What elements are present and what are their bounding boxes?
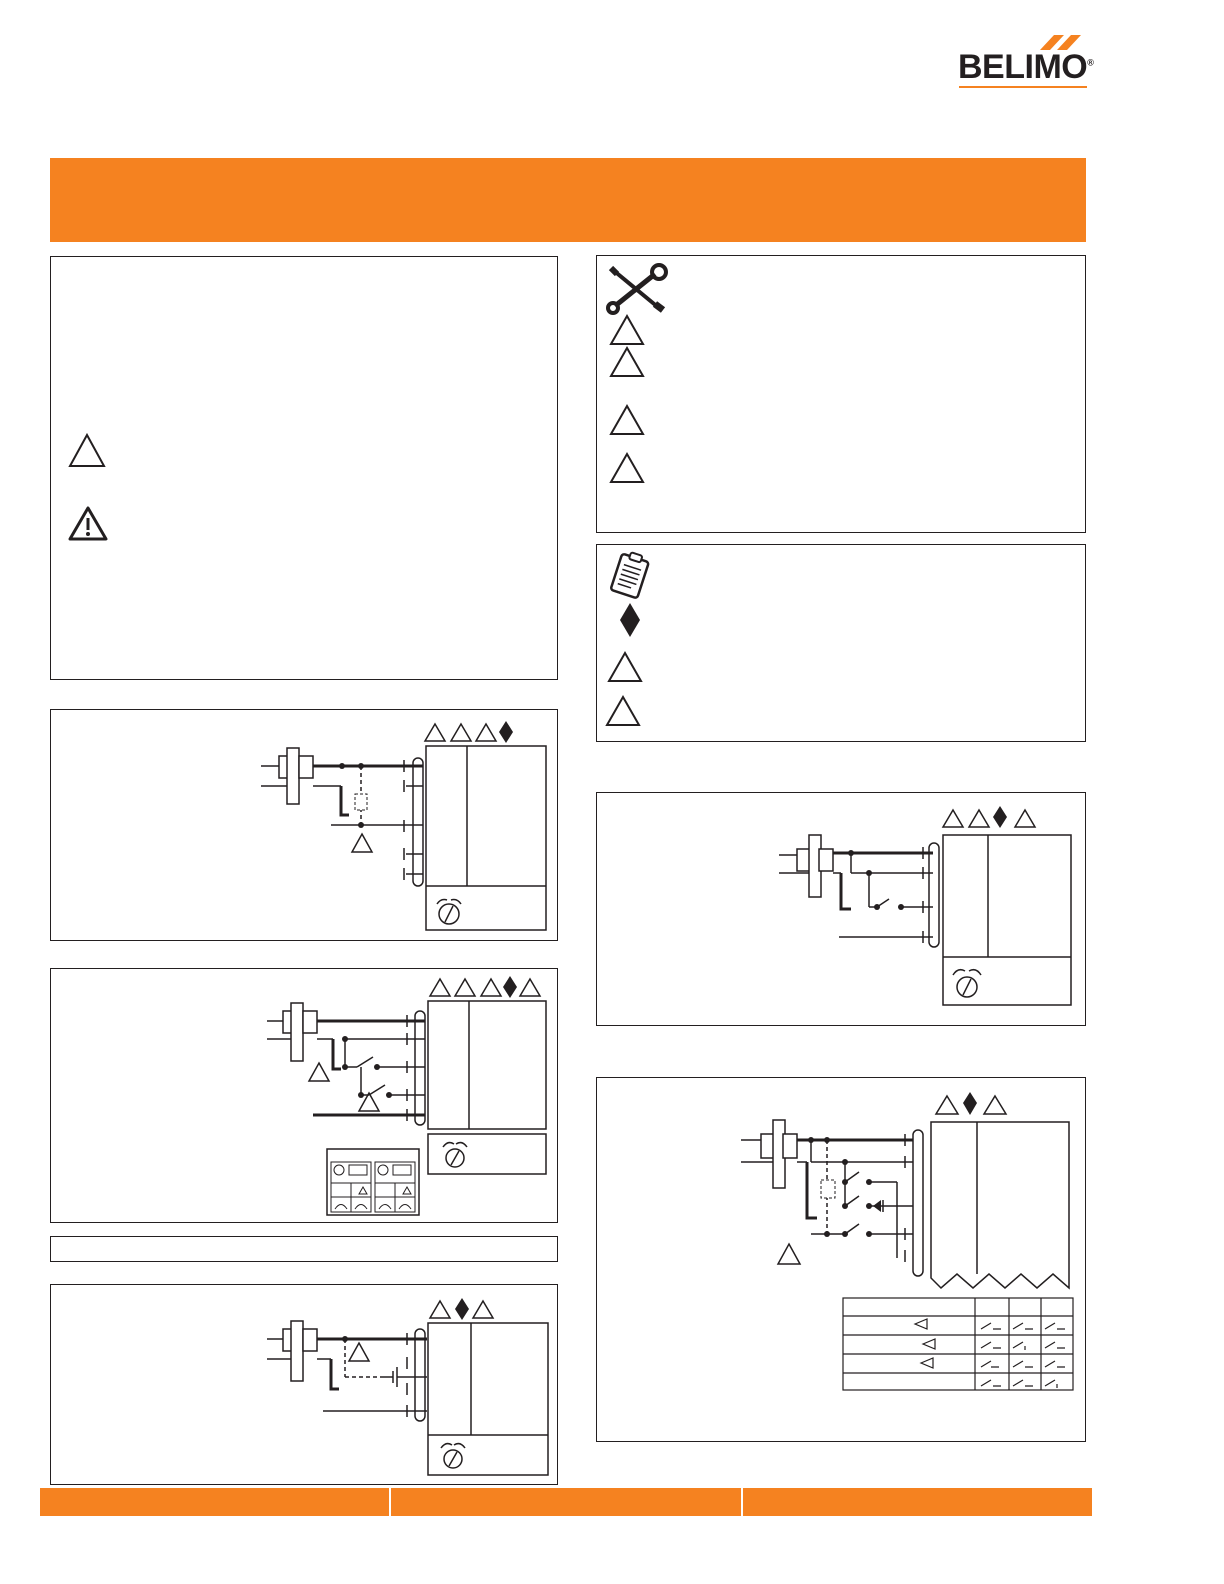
diagram-caption-strip xyxy=(50,1236,558,1262)
triangle-note-marker xyxy=(609,314,645,346)
footer-segment-1 xyxy=(40,1488,389,1516)
safety-notes-panel xyxy=(50,256,558,680)
switch-position-table xyxy=(843,1298,1073,1390)
wiring-diagram-1 xyxy=(50,709,558,941)
logo-wordmark: BELIMO xyxy=(958,48,1088,86)
triangle-note-marker xyxy=(67,433,107,469)
installation-notes-panel xyxy=(596,255,1086,533)
title-banner xyxy=(50,158,1086,242)
diamond-note-marker xyxy=(619,602,641,638)
tools-icon xyxy=(607,264,669,312)
wiring-diagram-5 xyxy=(596,1077,1086,1442)
wiring-diagram-2 xyxy=(50,968,558,1223)
triangle-note-marker xyxy=(609,404,645,436)
logo-underline xyxy=(959,86,1087,88)
belimo-logo xyxy=(958,30,1093,90)
clipboard-note-icon xyxy=(607,551,653,599)
footer-bar xyxy=(40,1488,1092,1516)
footer-segment-3 xyxy=(743,1488,1092,1516)
triangle-note-marker xyxy=(605,695,641,727)
wiring-notes-panel xyxy=(596,544,1086,742)
warning-exclamation-icon xyxy=(67,505,109,543)
wiring-diagram-3 xyxy=(50,1284,558,1485)
wiring-diagram-4 xyxy=(596,792,1086,1026)
footer-segment-2 xyxy=(391,1488,740,1516)
registered-mark: ® xyxy=(1087,57,1094,68)
triangle-note-marker xyxy=(609,346,645,378)
triangle-note-marker xyxy=(607,651,643,683)
triangle-note-marker xyxy=(609,452,645,484)
